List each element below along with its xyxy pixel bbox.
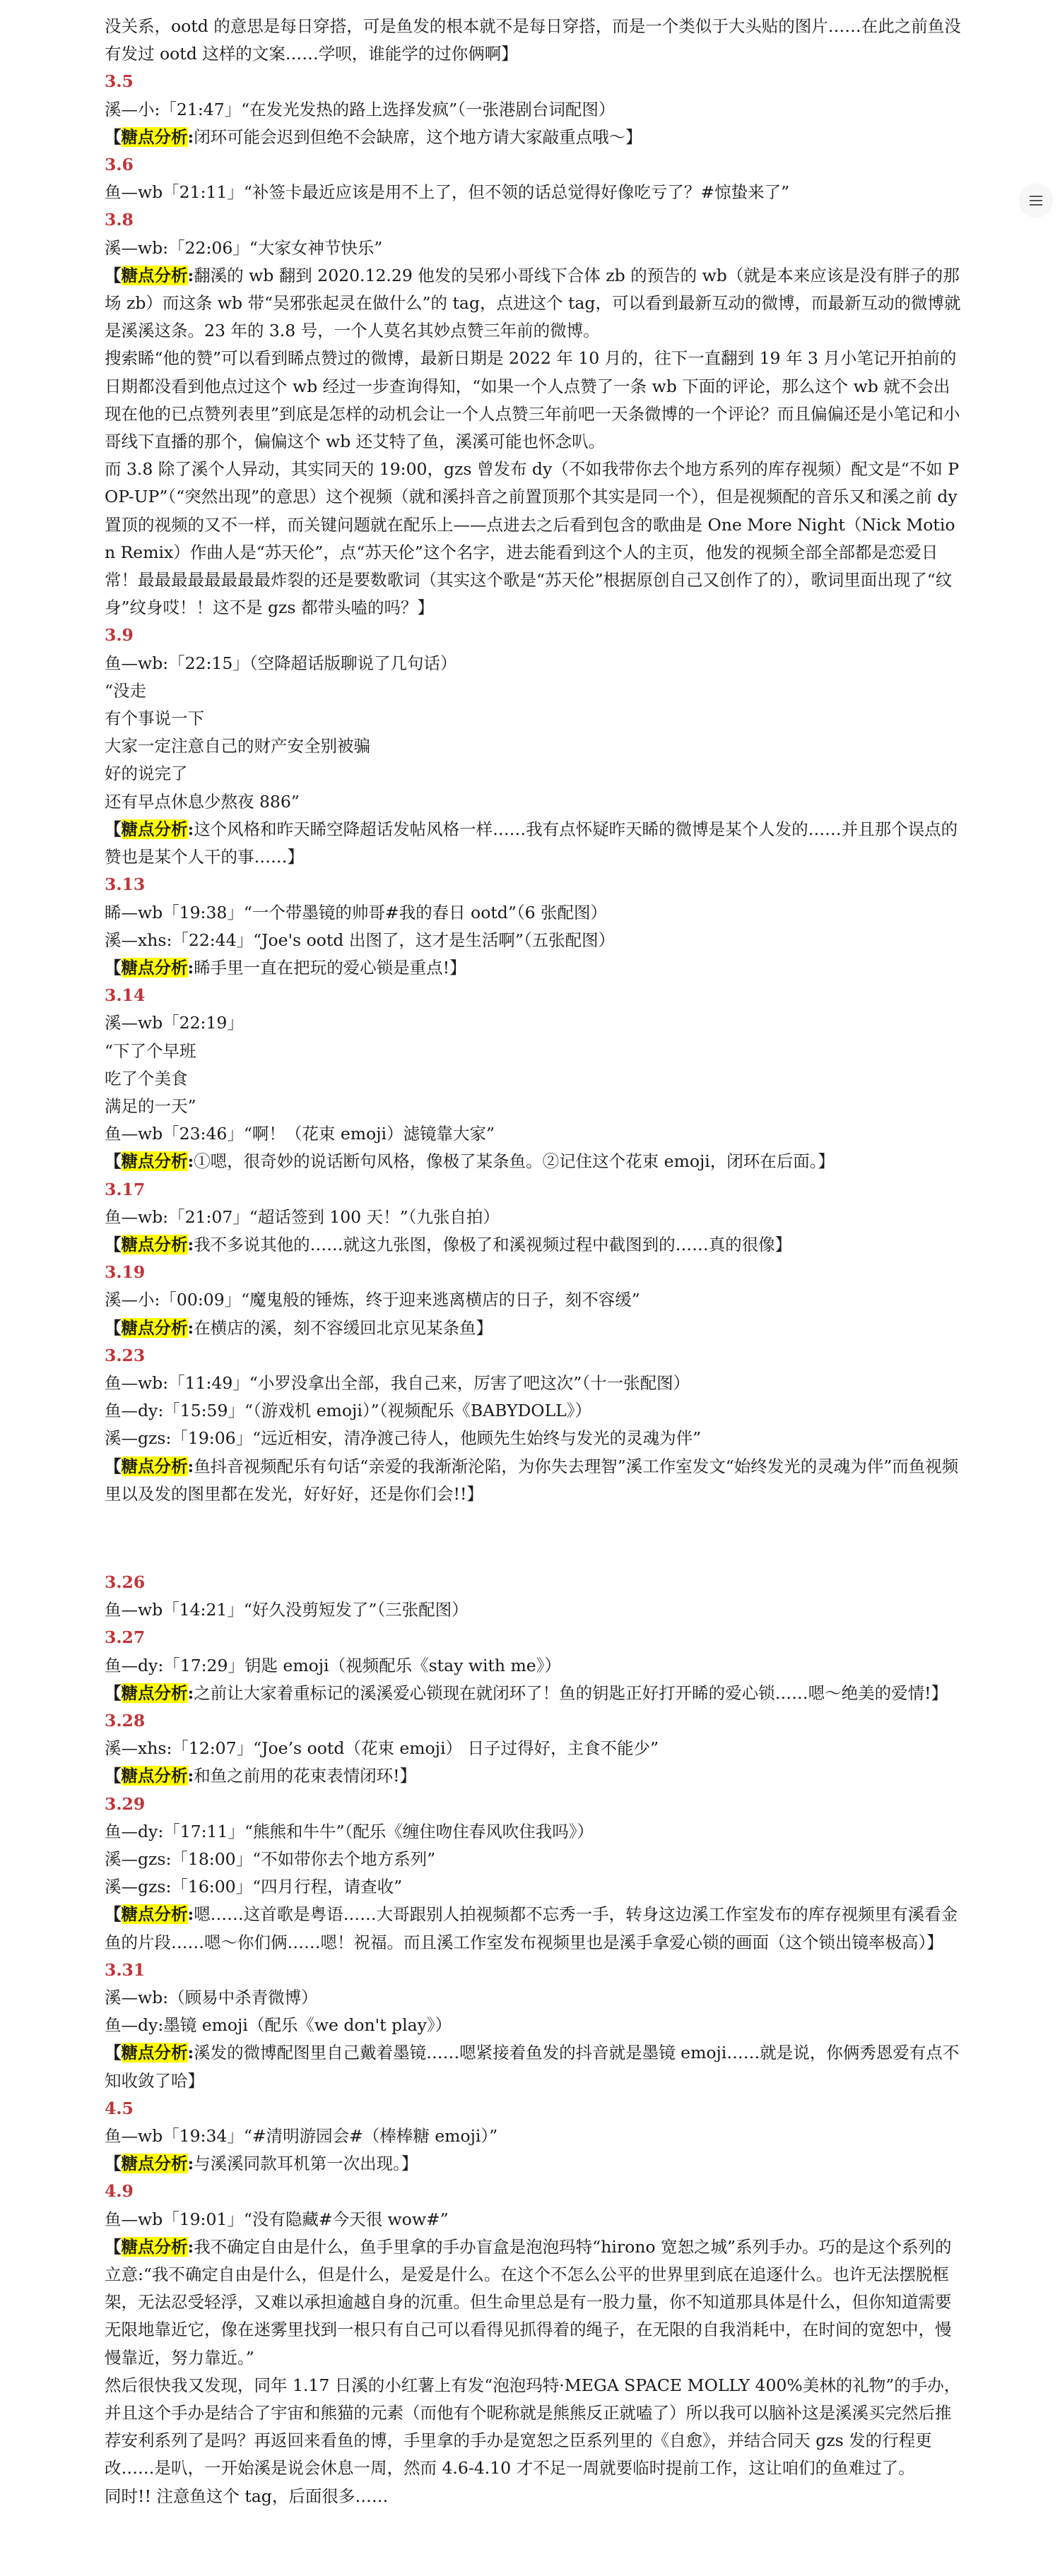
date-heading: 3.29 — [105, 1793, 146, 1814]
analysis-label: 糖点分析 — [121, 1234, 188, 1254]
analysis-bracket: 【 — [105, 1317, 122, 1338]
analysis-colon: : — [187, 2043, 194, 2063]
analysis-label: 糖点分析 — [121, 1904, 188, 1925]
analysis-label: 糖点分析 — [121, 1317, 188, 1338]
analysis-label: 糖点分析 — [121, 1151, 188, 1172]
text-line: 鱼—wb:「22:15」（空降超话版聊说了几句话） — [105, 653, 457, 673]
text-line: 鱼—dy:「15:59」“（游戏机 emoji）”（视频配乐《BABYDOLL》） — [105, 1401, 592, 1421]
date-heading: 3.8 — [105, 210, 134, 230]
analysis-colon: : — [187, 1456, 194, 1476]
analysis-text: 闭环可能会迟到但绝不会缺席，这个地方请大家敲重点哦～】 — [194, 126, 642, 147]
analysis-paragraph — [105, 124, 965, 151]
text-line: 溪—xhs:「22:44」“Joe's ootd 出图了，这才是生活啊”（五张配图） — [105, 930, 616, 950]
analysis-text: 我不多说其他的……就这九张图，像极了和溪视频过程中截图到的……真的很像】 — [194, 1234, 792, 1254]
analysis-bracket: 【 — [105, 1682, 122, 1703]
text-line: 鱼—wb「19:34」“#清明游园会#（棒棒糖 emoji）” — [105, 2126, 498, 2147]
date-heading: 4.5 — [105, 2098, 134, 2118]
date-heading: 3.31 — [105, 1959, 146, 1980]
analysis-paragraph — [105, 1314, 965, 1342]
analysis-text: 翻溪的 wb 翻到 2020.12.29 他发的吴邪小哥线下合体 zb 的预告的 wb（就是本来应该是没有胖子的那场 zb）而这条 wb 带“吴邪张起灵在做什么”的 tag，点进这个 tag，可以看到最新互动的微博，而最新互动的微博就是溪溪这条。23 年的 3.8 号，一个人莫名其妙点赞三年前的微博。 — [105, 265, 961, 341]
analysis-text: 睎手里一直在把玩的爱心锁是重点!】 — [194, 957, 466, 978]
analysis-text: 溪发的微博配图里自己戴着墨镜……嗯紧接着鱼发的抖音就是墨镜 emoji……就是说，你俩秀恩爱有点不知收敛了哈】 — [105, 2043, 960, 2091]
date-heading: 3.9 — [105, 625, 134, 646]
text-line: 溪—小:「00:09」“魔鬼般的锤炼，终于迎来逃离横店的日子，刻不容缓” — [105, 1290, 640, 1310]
analysis-label: 糖点分析 — [121, 2154, 188, 2174]
text-line: 鱼—wb「14:21」“好久没剪短发了”（三张配图） — [105, 1600, 469, 1620]
analysis-bracket: 【 — [105, 1904, 122, 1925]
text-line: 好的说完了 — [105, 764, 188, 784]
analysis-colon: : — [187, 2154, 194, 2174]
text-line: 鱼—wb:「11:49」“小罗没拿出全部，我自己来，厉害了吧这次”（十一张配图） — [105, 1372, 690, 1393]
analysis-label: 糖点分析 — [121, 1456, 188, 1476]
menu-icon — [1030, 196, 1042, 206]
text-line: 溪—xhs:「12:07」“Joe’s ootd（花束 emoji） 日子过得好，主食不能少” — [105, 1738, 659, 1759]
text-line: 溪—小:「21:47」“在发光发热的路上选择发疯”（一张港剧台词配图） — [105, 99, 616, 119]
analysis-bracket: 【 — [105, 1234, 122, 1254]
text-line: 鱼—wb「23:46」“啊！（花束 emoji）滤镜靠大家” — [105, 1124, 495, 1144]
analysis-bracket: 【 — [105, 126, 122, 147]
text-line: 睎—wb「19:38」“一个带墨镜的帅哥#我的春日 ootd”（6 张配图） — [105, 902, 608, 922]
analysis-text: 我不确定自由是什么，鱼手里拿的手办盲盒是泡泡玛特“hirono 宽恕之城”系列手办。巧的是这个系列的立意:“我不确定自由是什么，但是什么，是爱是什么。在这个不怎么公平的世界里到底在追逐什么。也许无法摆脱框架，无法忍受轻浮，又难以承担逾越自身的沉重。但生命里总是有一股力量，你不知道那具体是什么，但你知道需要无限地靠近它，像在迷雾里找到一根只有自己可以看得见抓得着的绳子，在无限的自我消耗中，在时间的宽恕中，慢慢靠近，努力靠近。” — [105, 2236, 952, 2368]
text-line: 而 3.8 除了溪个人异动，其实同天的 19:00，gzs 曾发布 dy（不如我带你去个地方系列的库存视频）配文是“不如 POP-UP”（“突然出现”的意思）这个视频（就和溪抖音之前置顶那个其实是同一个），但是视频配的音乐又和溪之前 dy 置顶的视频的又不一样，而关键问题就在配乐上——点进去之后看到包含的歌曲是 One More Night（Nick Motion Remix）作曲人是“苏天伦”，点“苏天伦”这个名字，进去能看到这个人的主页，他发的视频全部全部都是恋爱日常！最最最最最最最最炸裂的还是要数歌词（其实这个歌是“苏天伦”根据原创自己又创作了的），歌词里面出现了“纹身”纹身哎！！这不是 gzs 都带头嗑的吗？】 — [105, 459, 960, 618]
analysis-paragraph — [105, 816, 965, 871]
analysis-colon: : — [187, 1682, 194, 1703]
date-heading: 3.28 — [105, 1710, 146, 1731]
text-line: 鱼—dy:「17:11」“熊熊和牛牛”（配乐《缠住吻住春风吹住我吗》） — [105, 1821, 594, 1841]
analysis-bracket: 【 — [105, 2236, 122, 2257]
analysis-bracket: 【 — [105, 2043, 122, 2063]
analysis-colon: : — [187, 265, 194, 285]
text-line: 没关系，ootd 的意思是每日穿搭，可是鱼发的根本就不是每日穿搭，而是一个类似于大头贴的图片……在此之前鱼没有发过 ootd 这样的文案……学呗，谁能学的过你俩啊】 — [105, 16, 961, 64]
text-line: 大家一定注意自己的财产安全别被骗 — [105, 736, 370, 756]
analysis-paragraph — [105, 1231, 965, 1259]
date-heading: 3.27 — [105, 1627, 146, 1648]
text-line: 鱼—wb「19:01」“没有隐藏#今天很 wow#” — [105, 2209, 449, 2229]
analysis-colon: : — [187, 126, 194, 147]
side-menu-button[interactable] — [1020, 185, 1052, 216]
date-heading: 3.6 — [105, 155, 134, 175]
analysis-paragraph — [105, 1762, 965, 1790]
analysis-label: 糖点分析 — [121, 819, 188, 839]
analysis-label: 糖点分析 — [121, 1682, 188, 1703]
analysis-label: 糖点分析 — [121, 1766, 188, 1786]
text-line: 鱼—dy:「17:29」钥匙 emoji（视频配乐《stay with me》） — [105, 1655, 561, 1675]
analysis-text: 嗯……这首歌是粤语……大哥跟别人拍视频都不忘秀一手，转身这边溪工作室发布的库存视频里有溪看金鱼的片段……嗯～你们俩……嗯！祝福。而且溪工作室发布视频里也是溪手拿爱心锁的画面（这个锁出镜率极高）】 — [105, 1904, 958, 1952]
analysis-bracket: 【 — [105, 2154, 122, 2174]
analysis-bracket: 【 — [105, 1456, 122, 1476]
date-heading: 3.17 — [105, 1179, 146, 1199]
blank-line — [105, 1524, 965, 1552]
analysis-text: 这个风格和昨天睎空降超话发帖风格一样……我有点怀疑昨天睎的微博是某个人发的……并且那个误点的赞也是某个人干的事……】 — [105, 819, 958, 867]
analysis-text: 在横店的溪，刻不容缓回北京见某条鱼】 — [194, 1317, 493, 1338]
text-line: 鱼—wb:「21:07」“超话签到 100 天！”（九张自拍） — [105, 1206, 500, 1227]
analysis-bracket: 【 — [105, 819, 122, 839]
analysis-bracket: 【 — [105, 957, 122, 978]
analysis-paragraph — [105, 1680, 965, 1707]
text-line: 搜索睎“他的赞”可以看到睎点赞过的微博，最新日期是 2022 年 10 月的，往下一直翻到 19 年 3 月小笔记开拍前的日期都没看到他点过这个 wb 经过一步查询得知，“如果一个人点赞了一条 wb 下面的评论，那么这个 wb 就不会出现在他的已点赞列表里”到底是怎样的动机会让一个人点赞三年前吧一天条微博的一个评论？而且偏偏还是小笔记和小哥线下直播的那个，偏偏这个 wb 还艾特了鱼，溪溪可能也怀念叭。 — [105, 348, 960, 452]
analysis-text: 和鱼之前用的花束表情闭环!】 — [194, 1766, 417, 1786]
analysis-colon: : — [187, 1904, 194, 1925]
date-heading: 3.19 — [105, 1262, 146, 1283]
analysis-paragraph — [105, 1453, 965, 1508]
analysis-text: 之前让大家着重标记的溪溪爱心锁现在就闭环了！鱼的钥匙正好打开睎的爱心锁……嗯～绝美的爱情!】 — [194, 1682, 948, 1703]
text-line: 溪—gzs:「19:06」“远近相安，清净渡己待人，他顾先生始终与发光的灵魂为伴” — [105, 1428, 702, 1449]
analysis-colon: : — [187, 1766, 194, 1786]
text-line: “下了个早班 — [105, 1040, 196, 1061]
analysis-paragraph — [105, 2039, 965, 2094]
text-line: 溪—wb:（顾易中杀青微博） — [105, 1988, 318, 2008]
analysis-label: 糖点分析 — [121, 265, 188, 285]
text-line: 有个事说一下 — [105, 708, 204, 729]
analysis-bracket: 【 — [105, 1151, 122, 1172]
analysis-label: 糖点分析 — [121, 2236, 188, 2257]
analysis-colon: : — [187, 1151, 194, 1172]
date-heading: 3.13 — [105, 874, 146, 895]
analysis-label: 糖点分析 — [121, 957, 188, 978]
text-line: 鱼—wb「21:11」“补签卡最近应该是用不上了，但不领的话总觉得好像吃亏了？#惊蛰来了” — [105, 182, 790, 203]
analysis-label: 糖点分析 — [121, 2043, 188, 2063]
analysis-bracket: 【 — [105, 1766, 122, 1786]
analysis-paragraph — [105, 954, 965, 982]
analysis-bracket: 【 — [105, 265, 122, 285]
analysis-paragraph — [105, 1901, 965, 1956]
analysis-paragraph — [105, 1148, 965, 1175]
text-line: “没走 — [105, 680, 147, 701]
analysis-colon: : — [187, 819, 194, 839]
date-heading: 4.9 — [105, 2181, 134, 2202]
document-body — [105, 13, 965, 2510]
text-line: 吃了个美食 — [105, 1068, 188, 1088]
text-line: 溪—gzs:「16:00」“四月行程，请查收” — [105, 1877, 403, 1897]
text-line: 满足的一天” — [105, 1096, 196, 1116]
analysis-colon: : — [187, 2236, 194, 2257]
analysis-paragraph — [105, 2233, 965, 2372]
text-line: 鱼—dy:墨镜 emoji（配乐《we don't play》） — [105, 2015, 452, 2036]
text-line: 溪—wb「22:19」 — [105, 1013, 244, 1033]
text-line: 还有早点休息少熬夜 886” — [105, 791, 300, 812]
analysis-colon: : — [187, 1317, 194, 1338]
text-line: 溪—wb:「22:06」“大家女神节快乐” — [105, 237, 383, 258]
date-heading: 3.23 — [105, 1345, 146, 1365]
text-line: 同时!! 注意鱼这个 tag，后面很多…… — [105, 2486, 389, 2506]
analysis-paragraph — [105, 262, 965, 345]
analysis-text: ①嗯，很奇妙的说话断句风格，像极了某条鱼。②记住这个花束 emoji，闭环在后面。】 — [194, 1151, 835, 1172]
date-heading: 3.26 — [105, 1572, 146, 1592]
analysis-paragraph — [105, 2150, 965, 2178]
analysis-colon: : — [187, 957, 194, 978]
date-heading: 3.14 — [105, 985, 146, 1006]
date-heading: 3.5 — [105, 71, 134, 92]
analysis-colon: : — [187, 1234, 194, 1254]
text-line: 溪—gzs:「18:00」“不如带你去个地方系列” — [105, 1849, 436, 1869]
text-line: 然后很快我又发现，同年 1.17 日溪的小红薯上有发“泡泡玛特·MEGA SPACE MOLLY 400%美林的礼物”的手办，并且这个手办是结合了宇宙和熊猫的元素（而他有个昵称就是熊熊反正就嗑了）所以我可以脑补这是溪溪买完然后推荐安利系列了是吗？再返回来看鱼的博，手里拿的手办是宽恕之臣系列里的《自愈》，并结合同天 gzs 发的行程更改……是叭，一开始溪是说会休息一周，然而 4.6-4.10 才不足一周就要临时提前工作，这让咱们的鱼难过了。 — [105, 2375, 961, 2479]
analysis-text: 与溪溪同款耳机第一次出现。】 — [194, 2154, 418, 2174]
analysis-text: 鱼抖音视频配乐有句话“亲爱的我渐渐沦陷，为你失去理智”溪工作室发文“始终发光的灵魂为伴”而鱼视频里以及发的图里都在发光，好好好，还是你们会!!】 — [105, 1456, 959, 1504]
analysis-label: 糖点分析 — [121, 126, 188, 147]
